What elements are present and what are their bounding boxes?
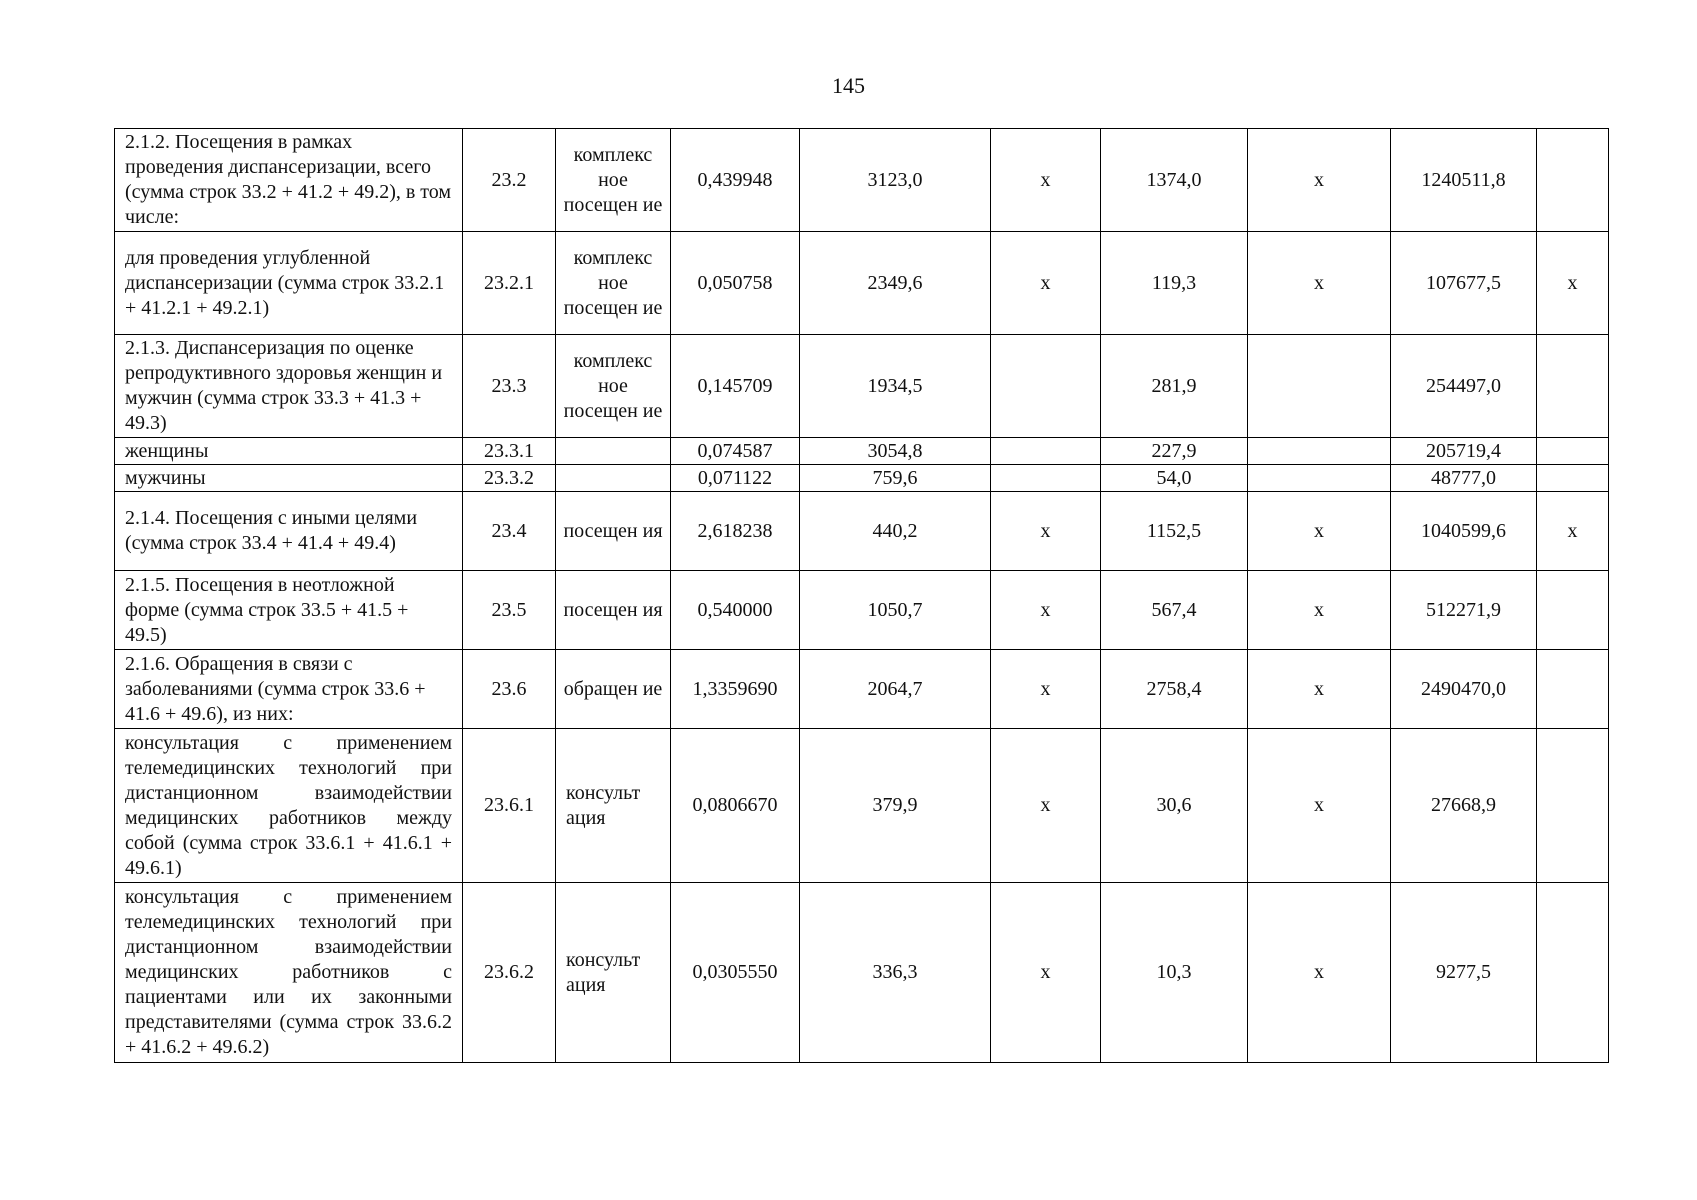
row-value (1537, 129, 1609, 232)
row-value: 567,4 (1101, 571, 1248, 650)
row-value: 48777,0 (1391, 465, 1537, 492)
row-value: х (991, 883, 1101, 1063)
row-value: 1934,5 (800, 335, 991, 438)
row-value: 0,540000 (671, 571, 800, 650)
row-value: 2064,7 (800, 650, 991, 729)
row-name: для проведения углубленной диспансеризации (сумма строк 33.2.1 + 41.2.1 + 49.2.1) (115, 232, 463, 335)
table-row (115, 438, 1609, 465)
row-value: 107677,5 (1391, 232, 1537, 335)
row-value (991, 465, 1101, 492)
row-value (1248, 465, 1391, 492)
row-name: 2.1.5. Посещения в неотложной форме (сумма строк 33.5 + 41.5 + 49.5) (115, 571, 463, 650)
row-value: 2758,4 (1101, 650, 1248, 729)
row-value: 336,3 (800, 883, 991, 1063)
table-row (115, 232, 1609, 335)
row-code: 23.6.2 (463, 883, 556, 1063)
row-value: 0,145709 (671, 335, 800, 438)
row-value: х (991, 650, 1101, 729)
table-row (115, 492, 1609, 571)
row-value: 1374,0 (1101, 129, 1248, 232)
row-unit (556, 465, 671, 492)
row-value (1248, 438, 1391, 465)
row-value: х (991, 492, 1101, 571)
row-value (1537, 335, 1609, 438)
row-value: х (1248, 129, 1391, 232)
row-value: х (1248, 883, 1391, 1063)
row-unit: посещен ия (556, 571, 671, 650)
table-row (115, 571, 1609, 650)
row-code: 23.2 (463, 129, 556, 232)
row-value: х (1248, 232, 1391, 335)
row-value: 281,9 (1101, 335, 1248, 438)
row-unit: обращен ие (556, 650, 671, 729)
row-code: 23.5 (463, 571, 556, 650)
row-value: х (1248, 729, 1391, 883)
row-value (1537, 438, 1609, 465)
row-value: х (1537, 492, 1609, 571)
row-value: 54,0 (1101, 465, 1248, 492)
row-value: 205719,4 (1391, 438, 1537, 465)
row-value: 1050,7 (800, 571, 991, 650)
row-value: 1,3359690 (671, 650, 800, 729)
row-value (991, 335, 1101, 438)
table-row (115, 129, 1609, 232)
row-value (1537, 465, 1609, 492)
row-value (1537, 571, 1609, 650)
row-value: х (991, 729, 1101, 883)
row-value: х (991, 571, 1101, 650)
row-value: 440,2 (800, 492, 991, 571)
row-name: женщины (115, 438, 463, 465)
row-unit: посещен ия (556, 492, 671, 571)
table-row (115, 465, 1609, 492)
table-row (115, 335, 1609, 438)
row-value: 0,0305550 (671, 883, 800, 1063)
row-value: 379,9 (800, 729, 991, 883)
row-value: 1152,5 (1101, 492, 1248, 571)
row-value (1248, 335, 1391, 438)
row-value: 2490470,0 (1391, 650, 1537, 729)
row-name: 2.1.3. Диспансеризация по оценке репродуктивного здоровья женщин и мужчин (сумма строк 33.3 + 41.3 + 49.3) (115, 335, 463, 438)
row-value: 227,9 (1101, 438, 1248, 465)
row-value: 27668,9 (1391, 729, 1537, 883)
row-name: консультация с применением телемедицинских технологий при дистанционном взаимодействии медицинских работников между собой (сумма строк 33.6.1 + 41.6.1 + 49.6.1) (115, 729, 463, 883)
row-unit: комплекс ное посещен ие (556, 335, 671, 438)
row-value (1537, 650, 1609, 729)
row-value: х (1537, 232, 1609, 335)
row-value (1537, 883, 1609, 1063)
row-code: 23.4 (463, 492, 556, 571)
row-code: 23.3.2 (463, 465, 556, 492)
row-name: 2.1.2. Посещения в рамках проведения диспансеризации, всего (сумма строк 33.2 + 41.2 + 49.2), в том числе: (115, 129, 463, 232)
row-name: 2.1.6. Обращения в связи с заболеваниями (сумма строк 33.6 + 41.6 + 49.6), из них: (115, 650, 463, 729)
row-value: 0,0806670 (671, 729, 800, 883)
row-value: 119,3 (1101, 232, 1248, 335)
table-row (115, 729, 1609, 883)
row-value: 512271,9 (1391, 571, 1537, 650)
row-value: х (1248, 492, 1391, 571)
row-value: 759,6 (800, 465, 991, 492)
row-value: х (1248, 571, 1391, 650)
row-unit: комплекс ное посещен ие (556, 232, 671, 335)
row-value: 0,074587 (671, 438, 800, 465)
row-code: 23.6 (463, 650, 556, 729)
row-value: 2349,6 (800, 232, 991, 335)
table-row (115, 883, 1609, 1063)
row-value: х (1248, 650, 1391, 729)
row-value (1537, 729, 1609, 883)
row-unit: консульт ация (556, 883, 671, 1063)
row-value: 2,618238 (671, 492, 800, 571)
row-value: 9277,5 (1391, 883, 1537, 1063)
row-value: 3123,0 (800, 129, 991, 232)
row-value: 1240511,8 (1391, 129, 1537, 232)
row-value: 0,071122 (671, 465, 800, 492)
page-number: 145 (832, 73, 865, 98)
row-value: 254497,0 (1391, 335, 1537, 438)
row-value: 30,6 (1101, 729, 1248, 883)
row-value: 10,3 (1101, 883, 1248, 1063)
row-unit: комплекс ное посещен ие (556, 129, 671, 232)
row-unit: консульт ация (556, 729, 671, 883)
row-code: 23.3 (463, 335, 556, 438)
row-value: 1040599,6 (1391, 492, 1537, 571)
row-name: мужчины (115, 465, 463, 492)
row-value: х (991, 232, 1101, 335)
row-name: 2.1.4. Посещения с иными целями (сумма строк 33.4 + 41.4 + 49.4) (115, 492, 463, 571)
row-code: 23.6.1 (463, 729, 556, 883)
row-value: 0,050758 (671, 232, 800, 335)
row-code: 23.2.1 (463, 232, 556, 335)
row-unit (556, 438, 671, 465)
row-value (991, 438, 1101, 465)
row-code: 23.3.1 (463, 438, 556, 465)
row-name: консультация с применением телемедицинских технологий при дистанционном взаимодействии медицинских работников с пациентами или их законными представителями (сумма строк 33.6.2 + 41.6.2 + 49.6.2) (115, 883, 463, 1063)
data-table (114, 128, 1609, 1063)
row-value: 0,439948 (671, 129, 800, 232)
table-row (115, 650, 1609, 729)
row-value: 3054,8 (800, 438, 991, 465)
row-value: х (991, 129, 1101, 232)
